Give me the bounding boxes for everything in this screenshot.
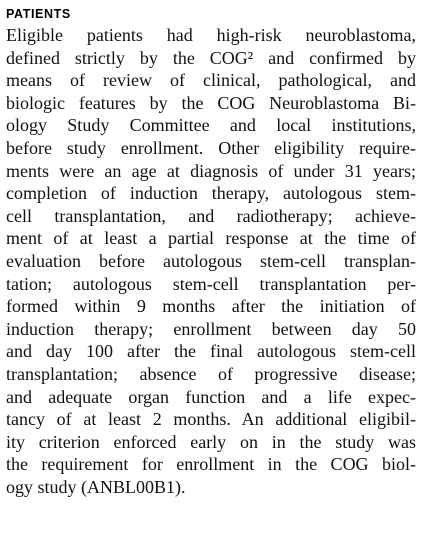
paragraph-line: and day 100 after the final autologous stem-cell (6, 341, 416, 362)
paragraph-line: ment of at least a partial response at the time of (6, 228, 416, 249)
paragraph-line: biologic features by the COG Neuroblastoma Bi- (6, 92, 416, 113)
section-heading: PATIENTS (6, 7, 71, 21)
paragraph-line: ogy study (ANBL00B1). (6, 476, 186, 497)
paragraph-line: and adequate organ function and a life expec- (6, 386, 416, 407)
paragraph-line: tancy of at least 2 months. An additional eligibil- (6, 409, 416, 430)
paragraph-line: ity criterion enforced early on in the study was (6, 431, 416, 452)
paragraph-line: tation; autologous stem-cell transplantation per- (6, 273, 416, 294)
paragraph-line: evaluation before autologous stem-cell transplan- (6, 250, 416, 271)
paragraph-line: ology Study Committee and local institutions, (6, 115, 416, 136)
paragraph-line: cell transplantation, and radiotherapy; achieve- (6, 205, 416, 226)
paragraph-line: formed within 9 months after the initiation of (6, 296, 416, 317)
paragraph-line: induction therapy; enrollment between day 50 (6, 318, 416, 339)
section-paragraph (6, 24, 416, 498)
paragraph-line: Eligible patients had high-risk neuroblastoma, (6, 25, 416, 45)
paragraph-line: ments were an age at diagnosis of under 31 years; (6, 160, 416, 181)
paragraph-line: means of review of clinical, pathological, and (6, 70, 416, 91)
document-page (6, 6, 416, 498)
paragraph-line: transplantation; absence of progressive disease; (6, 363, 416, 384)
paragraph-line: completion of induction therapy, autologous stem- (6, 183, 416, 204)
paragraph-line: defined strictly by the COG² and confirmed by (6, 47, 416, 68)
paragraph-line: the requirement for enrollment in the COG biol- (6, 454, 416, 475)
paragraph-line: before study enrollment. Other eligibility require- (6, 137, 416, 158)
